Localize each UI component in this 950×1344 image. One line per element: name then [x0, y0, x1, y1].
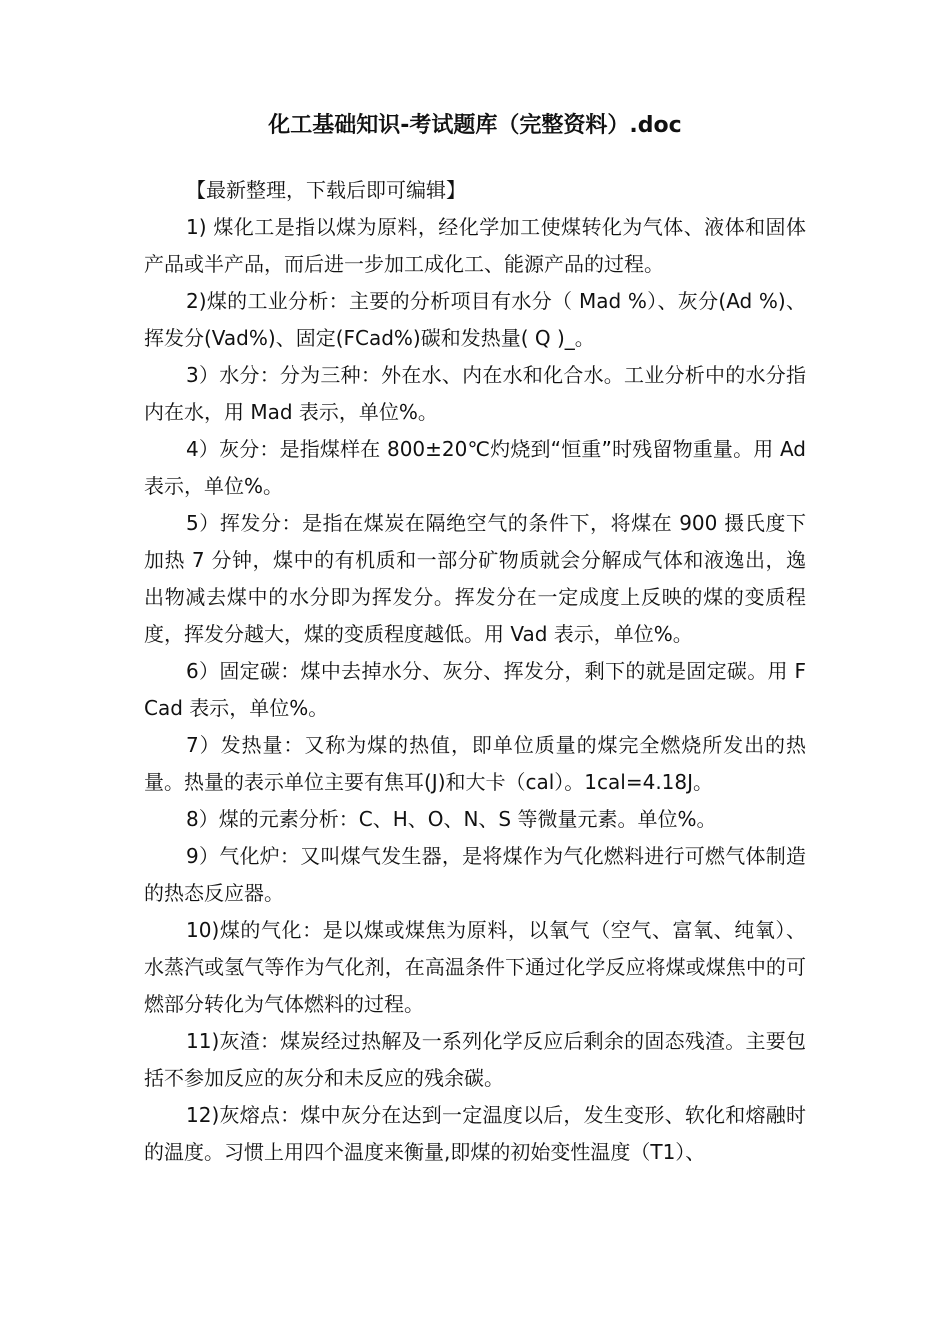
paragraph-12: 12)灰熔点：煤中灰分在达到一定温度以后，发生变形、软化和熔融时的温度。习惯上用四个温度来衡量,即煤的初始变性温度（T1）、	[144, 1103, 806, 1164]
paragraph-4: 4）灰分：是指煤样在 800±20℃灼烧到“恒重”时残留物重量。用 Ad 表示，单位%。	[144, 437, 806, 498]
paragraph-2: 2)煤的工业分析：主要的分析项目有水分（ Mad %）、灰分(Ad %)、挥发分(Vad%)、固定(FCad%)碳和发热量( Q )_。	[144, 289, 806, 350]
paragraph-8: 8）煤的元素分析：C、H、O、N、S 等微量元素。单位%。	[186, 807, 717, 831]
paragraph-6: 6）固定碳：煤中去掉水分、灰分、挥发分，剩下的就是固定碳。用 FCad 表示，单位%。	[144, 659, 806, 720]
paragraph-11: 11)灰渣：煤炭经过热解及一系列化学反应后剩余的固态残渣。主要包括不参加反应的灰分和未反应的残余碳。	[144, 1029, 806, 1090]
document-title: 化工基础知识-考试题库（完整资料）.doc	[268, 113, 682, 138]
paragraph-9: 9）气化炉：又叫煤气发生器，是将煤作为气化燃料进行可燃气体制造的热态反应器。	[144, 844, 806, 905]
paragraph-5: 5）挥发分：是指在煤炭在隔绝空气的条件下，将煤在 900 摄氏度下加热 7 分钟，煤中的有机质和一部分矿物质就会分解成气体和液逸出，逸出物减去煤中的水分即为挥发分。挥发分在一定成度上反映的煤的变质程度，挥发分越大，煤的变质程度越低。用 Vad 表示，单位%。	[144, 511, 806, 646]
paragraph-1: 1) 煤化工是指以煤为原料，经化学加工使煤转化为气体、液体和固体产品或半产品，而后进一步加工成化工、能源产品的过程。	[144, 215, 806, 276]
document-body	[144, 172, 806, 1171]
paragraph-note: 【最新整理，下载后即可编辑】	[186, 178, 466, 202]
paragraph-3: 3）水分：分为三种：外在水、内在水和化合水。工业分析中的水分指内在水，用 Mad 表示，单位%。	[144, 363, 806, 424]
paragraph-7: 7）发热量：又称为煤的热值，即单位质量的煤完全燃烧所发出的热量。热量的表示单位主要有焦耳(J)和大卡（cal）。1cal=4.18J。	[144, 733, 806, 794]
paragraph-10: 10)煤的气化：是以煤或煤焦为原料，以氧气（空气、富氧、纯氧）、水蒸汽或氢气等作为气化剂，在高温条件下通过化学反应将煤或煤焦中的可燃部分转化为气体燃料的过程。	[144, 918, 806, 1016]
